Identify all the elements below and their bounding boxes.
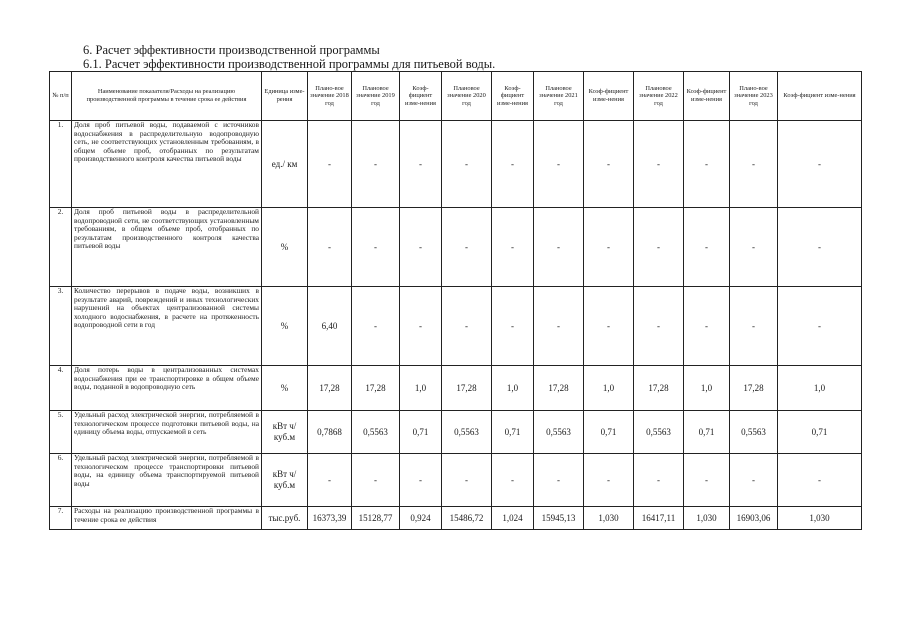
unit-cell: кВт ч/куб.м: [262, 454, 308, 507]
row-number: 7.: [50, 507, 72, 530]
value-cell: 0,5563: [534, 411, 584, 454]
value-cell: 1,030: [584, 507, 634, 530]
value-cell: 0,71: [400, 411, 442, 454]
value-cell: 1,0: [684, 366, 730, 411]
indicator-name: Удельный расход электрической энергии, потребляемой в технологическом процессе подготовки питьевой воды, на единицу объема воды, отпускаемой в сеть: [72, 411, 262, 454]
col-header-coef-2023: Коэф-фициент изме-нения: [778, 72, 862, 121]
value-cell: 0,5563: [442, 411, 492, 454]
table-row: [50, 208, 862, 287]
value-cell: -: [684, 287, 730, 366]
efficiency-table: [49, 71, 862, 530]
value-cell: 17,28: [308, 366, 352, 411]
value-cell: -: [400, 121, 442, 208]
value-cell: 0,924: [400, 507, 442, 530]
value-cell: 17,28: [534, 366, 584, 411]
value-cell: -: [584, 454, 634, 507]
value-cell: 1,030: [684, 507, 730, 530]
section-heading: 6. Расчет эффективности производственной программы: [83, 43, 380, 57]
value-cell: -: [684, 208, 730, 287]
row-number: 3.: [50, 287, 72, 366]
value-cell: -: [308, 121, 352, 208]
value-cell: -: [442, 208, 492, 287]
value-cell: 1,0: [400, 366, 442, 411]
row-number: 5.: [50, 411, 72, 454]
col-header-plan-2019: Плановое значение 2019 год: [352, 72, 400, 121]
value-cell: -: [308, 208, 352, 287]
value-cell: 16373,39: [308, 507, 352, 530]
value-cell: -: [400, 208, 442, 287]
value-cell: -: [308, 454, 352, 507]
value-cell: -: [730, 208, 778, 287]
row-number: 2.: [50, 208, 72, 287]
value-cell: -: [534, 454, 584, 507]
col-header-coef-2019: Коэф-фициент изме-нения: [400, 72, 442, 121]
col-header-coef-2022: Коэф-фициент изме-нения: [684, 72, 730, 121]
value-cell: 1,0: [584, 366, 634, 411]
value-cell: -: [730, 121, 778, 208]
value-cell: -: [730, 454, 778, 507]
value-cell: -: [352, 208, 400, 287]
value-cell: -: [684, 121, 730, 208]
value-cell: -: [492, 454, 534, 507]
value-cell: 15945,13: [534, 507, 584, 530]
indicator-name: Доля проб питьевой воды в распределительной водопроводной сети, не соответствующих установленным требованиям, в общем объеме проб, отобранных по результатам производственного контроля качества питьевой воды: [72, 208, 262, 287]
value-cell: 6,40: [308, 287, 352, 366]
value-cell: 16903,06: [730, 507, 778, 530]
value-cell: 17,28: [730, 366, 778, 411]
col-header-plan-2021: Плановое значение 2021 год: [534, 72, 584, 121]
value-cell: -: [584, 121, 634, 208]
value-cell: -: [778, 121, 862, 208]
value-cell: -: [778, 208, 862, 287]
unit-cell: %: [262, 208, 308, 287]
col-header-plan-2023: Плано-вое значение 2023 год: [730, 72, 778, 121]
unit-cell: кВт ч/куб.м: [262, 411, 308, 454]
value-cell: 0,71: [492, 411, 534, 454]
value-cell: 0,5563: [352, 411, 400, 454]
value-cell: -: [584, 208, 634, 287]
value-cell: 1,0: [778, 366, 862, 411]
value-cell: -: [634, 208, 684, 287]
value-cell: 1,024: [492, 507, 534, 530]
value-cell: -: [442, 121, 492, 208]
col-header-plan-2020: Плановое значение 2020 год: [442, 72, 492, 121]
table-row: [50, 454, 862, 507]
value-cell: -: [352, 454, 400, 507]
table-row: [50, 287, 862, 366]
value-cell: -: [400, 454, 442, 507]
col-header-plan-2018: Плано-вое значение 2018 год: [308, 72, 352, 121]
indicator-name: Доля потерь воды в централизованных системах водоснабжения при ее транспортировке в общем объеме воды, поданной в водопроводную сеть: [72, 366, 262, 411]
value-cell: 17,28: [352, 366, 400, 411]
value-cell: -: [778, 287, 862, 366]
value-cell: 0,71: [778, 411, 862, 454]
col-header-plan-2022: Плановое значение 2022 год: [634, 72, 684, 121]
table-body: [50, 121, 862, 530]
subsection-heading: 6.1. Расчет эффективности производственной программы для питьевой воды.: [83, 57, 496, 71]
row-number: 1.: [50, 121, 72, 208]
value-cell: -: [492, 287, 534, 366]
value-cell: 17,28: [634, 366, 684, 411]
indicator-name: Доля проб питьевой воды, подаваемой с источников водоснабжения в распределительную водопроводную сеть, не соответствующих установленным требованиям, в общем объеме проб, отобранных по результатам производственного контроля качества питьевой воды: [72, 121, 262, 208]
row-number: 4.: [50, 366, 72, 411]
indicator-name: Удельный расход электрической энергии, потребляемой в технологическом процессе транспортировки питьевой воды, на единицу объема транспортируемой питьевой воды: [72, 454, 262, 507]
value-cell: -: [634, 454, 684, 507]
col-header-coef-2020: Коэф-фициент изме-нения: [492, 72, 534, 121]
value-cell: 1,030: [778, 507, 862, 530]
value-cell: 17,28: [442, 366, 492, 411]
value-cell: -: [442, 454, 492, 507]
col-header-name: Наименование показателя/Расходы на реализацию производственной программы в течение срока ее действия: [72, 72, 262, 121]
value-cell: 0,71: [684, 411, 730, 454]
value-cell: 0,7868: [308, 411, 352, 454]
unit-cell: %: [262, 287, 308, 366]
value-cell: -: [584, 287, 634, 366]
header-row: [50, 72, 862, 121]
value-cell: -: [684, 454, 730, 507]
value-cell: -: [352, 287, 400, 366]
value-cell: -: [534, 208, 584, 287]
table-header: [50, 72, 862, 121]
unit-cell: %: [262, 366, 308, 411]
unit-cell: тыс.руб.: [262, 507, 308, 530]
table-row: [50, 411, 862, 454]
table-row: [50, 121, 862, 208]
indicator-name: Количество перерывов в подаче воды, возникших в результате аварий, повреждений и иных технологических нарушений на объектах централизованной системы холодного водоснабжения, в расчете на протяженность водопроводной сети в год: [72, 287, 262, 366]
value-cell: -: [442, 287, 492, 366]
value-cell: 16417,11: [634, 507, 684, 530]
table-row: [50, 507, 862, 530]
row-number: 6.: [50, 454, 72, 507]
value-cell: -: [534, 121, 584, 208]
value-cell: -: [730, 287, 778, 366]
value-cell: -: [778, 454, 862, 507]
col-header-unit: Единица изме-рения: [262, 72, 308, 121]
table-row: [50, 366, 862, 411]
value-cell: -: [634, 287, 684, 366]
value-cell: -: [492, 208, 534, 287]
value-cell: 15128,77: [352, 507, 400, 530]
indicator-name: Расходы на реализацию производственной программы в течение срока ее действия: [72, 507, 262, 530]
value-cell: 1,0: [492, 366, 534, 411]
value-cell: -: [634, 121, 684, 208]
value-cell: -: [352, 121, 400, 208]
value-cell: 0,5563: [730, 411, 778, 454]
value-cell: 0,71: [584, 411, 634, 454]
col-header-coef-2021: Коэф-фициент изме-нения: [584, 72, 634, 121]
value-cell: 0,5563: [634, 411, 684, 454]
value-cell: -: [400, 287, 442, 366]
value-cell: 15486,72: [442, 507, 492, 530]
unit-cell: ед./ км: [262, 121, 308, 208]
value-cell: -: [534, 287, 584, 366]
value-cell: -: [492, 121, 534, 208]
col-header-num: № п/п: [50, 72, 72, 121]
